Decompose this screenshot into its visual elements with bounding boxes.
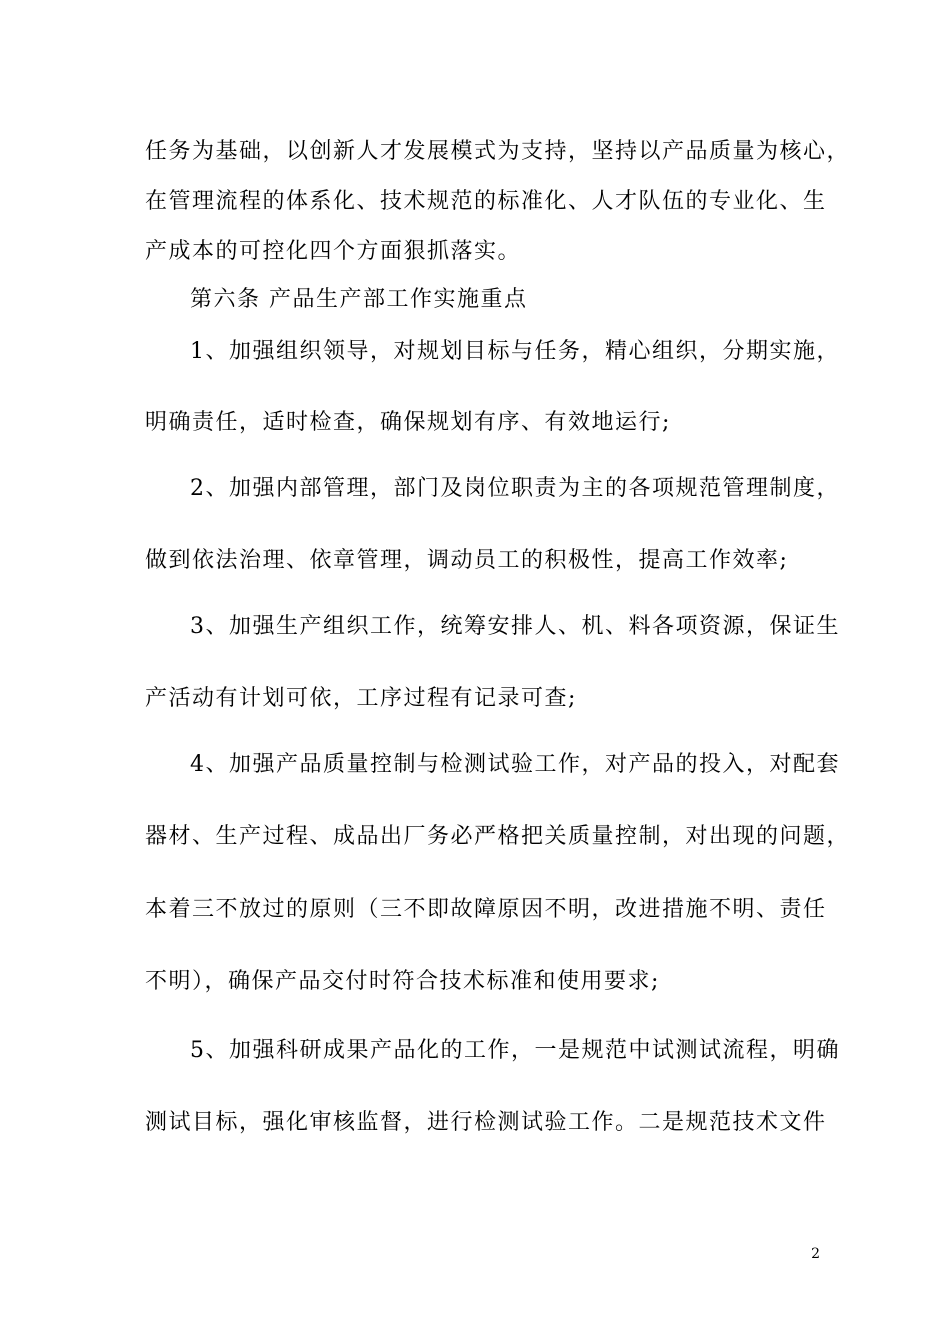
list-item-1-line: 1、加强组织领导，对规划目标与任务，精心组织，分期实施， (190, 339, 840, 364)
body-text-line: 在管理流程的体系化、技术规范的标准化、人才队伍的专业化、生 (145, 189, 827, 214)
list-item-5-line: 测试目标，强化审核监督，进行检测试验工作。二是规范技术文件 (145, 1110, 827, 1135)
list-item-3-line: 产活动有计划可依，工序过程有记录可查; (145, 686, 577, 711)
list-item-4-line: 不明），确保产品交付时符合技术标准和使用要求; (145, 969, 660, 994)
list-item-1-line: 明确责任，适时检查，确保规划有序、有效地运行; (145, 410, 671, 435)
body-text-line: 产成本的可控化四个方面狠抓落实。 (145, 239, 522, 264)
list-item-2-line: 做到依法治理、依章管理，调动员工的积极性，提高工作效率; (145, 548, 789, 573)
section-heading: 第六条 产品生产部工作实施重点 (190, 287, 528, 312)
list-item-4-line: 本着三不放过的原则（三不即故障原因不明，改进措施不明、责任 (145, 897, 827, 922)
list-item-4-line: 器材、生产过程、成品出厂务必严格把关质量控制，对出现的问题， (145, 824, 851, 849)
list-item-5-line: 5、加强科研成果产品化的工作，一是规范中试测试流程，明确 (190, 1038, 840, 1063)
page-number: 2 (811, 1246, 820, 1262)
list-item-2-line: 2、加强内部管理，部门及岗位职责为主的各项规范管理制度， (190, 476, 840, 501)
list-item-4-line: 4、加强产品质量控制与检测试验工作，对产品的投入，对配套 (190, 752, 840, 777)
list-item-3-line: 3、加强生产组织工作，统筹安排人、机、料各项资源，保证生 (190, 614, 840, 639)
body-text-line: 任务为基础，以创新人才发展模式为支持，坚持以产品质量为核心， (145, 139, 851, 164)
